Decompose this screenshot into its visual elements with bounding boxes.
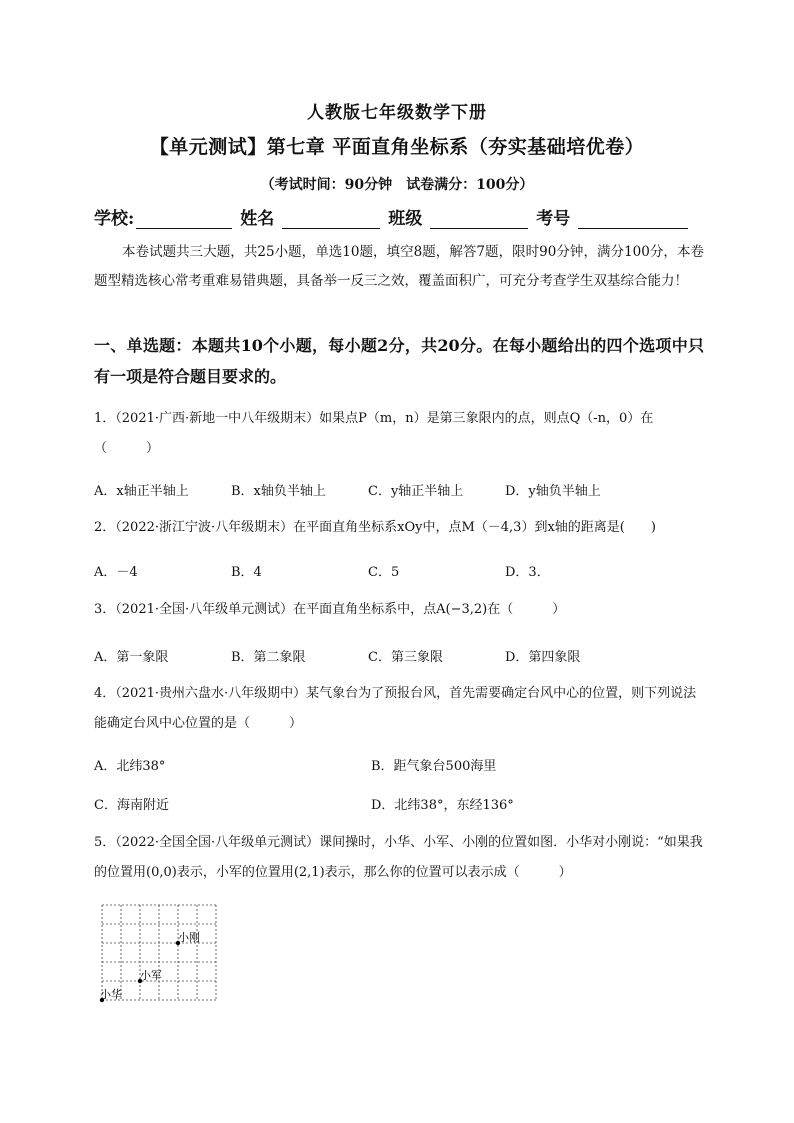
exam-subtitle: 【单元测试】第七章 平面直角坐标系（夯实基础培优卷） xyxy=(149,136,645,158)
exam-info: （考试时间：90分钟 试卷满分：100分） xyxy=(260,177,534,193)
question-1-options xyxy=(94,480,704,499)
label-xiaogang: 小刚 xyxy=(178,931,200,944)
intro-paragraph: 本卷试题共三大题，共25小题，单选10题，填空8题，解答7题，限时90分钟，满分100分，本卷题型精选核心常考重难易错典题，具备举一反三之效，覆盖面积广，可充分考查学生双基综合能力！ xyxy=(94,244,704,289)
label-xiaohua: 小华 xyxy=(100,988,122,1001)
school-label: 学校: xyxy=(94,209,135,229)
question-4-options-row-1 xyxy=(94,755,704,774)
name-label: 姓名 xyxy=(240,209,275,229)
option-c: C．y轴正半轴上 xyxy=(368,484,464,499)
label-xiaojun: 小军 xyxy=(140,969,162,982)
option-a: A．第一象限 xyxy=(94,650,169,665)
question-4-stem: 4．（2021·贵州六盘水·八年级期中）某气象台为了预报台风，首先需要确定台风中心的位置，则下列说法能确定台风中心位置的是（ ） xyxy=(94,686,697,731)
option-b: B．距气象台500海里 xyxy=(371,759,497,774)
name-blank[interactable] xyxy=(282,210,380,229)
option-d: D．北纬38°，东经136° xyxy=(371,798,514,813)
question-3-options xyxy=(94,646,704,665)
option-d: D．3． xyxy=(505,565,550,580)
option-b: B．第二象限 xyxy=(231,650,306,665)
option-b: B．4 xyxy=(231,565,262,580)
option-c: C．5 xyxy=(368,565,400,580)
option-c: C．海南附近 xyxy=(94,798,169,813)
option-b: B．x轴负半轴上 xyxy=(231,484,326,499)
grid-svg xyxy=(98,903,223,1008)
question-5-stem: 5．（2022·全国全国·八年级单元测试）课间操时，小华、小军、小刚的位置如图．小华对小刚说：“如果我的位置用(0,0)表示，小军的位置用(2,1)表示，那么你的位置可以表示成（ ） xyxy=(94,835,703,880)
question-2-options xyxy=(94,561,704,580)
class-blank[interactable] xyxy=(430,210,528,229)
class-label: 班级 xyxy=(388,209,423,229)
section-1-heading: 一、单选题：本题共10个小题，每小题2分，共20分。在每小题给出的四个选项中只有一项是符合题目要求的。 xyxy=(94,336,704,386)
option-a: A．x轴正半轴上 xyxy=(94,484,189,499)
student-info-row xyxy=(94,204,704,229)
option-a: A．北纬38° xyxy=(94,759,166,774)
question-1-stem: 1．（2021·广西·新地一中八年级期末）如果点P（m，n）是第三象限内的点，则点Q（-n，0）在（ ） xyxy=(94,411,654,456)
option-c: C．第三象限 xyxy=(368,650,443,665)
position-grid-figure xyxy=(98,903,223,1008)
question-3-stem: 3．（2021·全国·八年级单元测试）在平面直角坐标系中，点A(−3,2)在（ ） xyxy=(94,602,566,617)
question-4-options-row-2 xyxy=(94,794,704,813)
number-label: 考号 xyxy=(536,209,571,229)
school-blank[interactable] xyxy=(136,210,232,229)
exam-title: 人教版七年级数学下册 xyxy=(307,103,487,123)
number-blank[interactable] xyxy=(578,210,688,229)
grid-lines xyxy=(102,905,216,1001)
option-d: D．y轴负半轴上 xyxy=(505,484,601,499)
question-2-stem: 2．（2022·浙江宁波·八年级期末）在平面直角坐标系xOy中，点M（－4,3）到x轴的距离是( ) xyxy=(94,520,656,535)
option-d: D．第四象限 xyxy=(505,650,581,665)
option-a: A．－4 xyxy=(94,565,138,580)
